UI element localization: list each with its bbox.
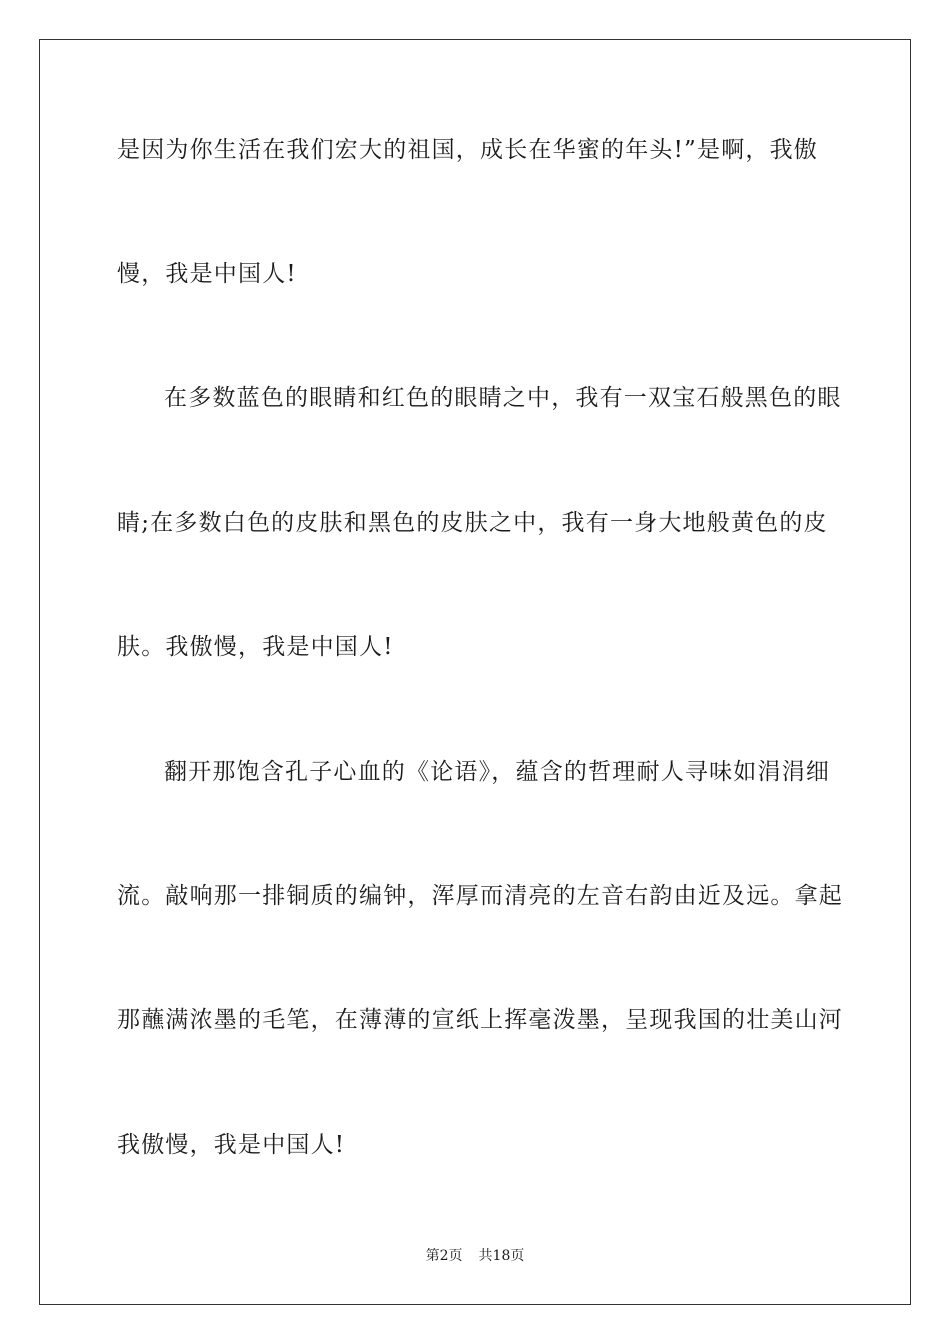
text-line-9: 我傲慢，我是中国人! (117, 1132, 346, 1158)
text-line-2: 慢，我是中国人! (117, 261, 297, 287)
page-frame (39, 39, 911, 1305)
text-line-3: 在多数蓝色的眼睛和红色的眼睛之中，我有一双宝石般黑色的眼 (164, 385, 842, 411)
page-footer (0, 1247, 950, 1265)
text-line-8: 那蘸满浓墨的毛笔，在薄薄的宣纸上挥毫泼墨，呈现我国的壮美山河 (117, 1007, 843, 1033)
page-number-current: 第2页 (425, 1248, 463, 1264)
text-line-7: 流。敲响那一排铜质的编钟，浑厚而清亮的左音右韵由近及远。拿起 (117, 883, 843, 909)
text-line-5: 肤。我傲慢，我是中国人! (117, 634, 394, 660)
text-line-1: 是因为你生活在我们宏大的祖国，成长在华蜜的年头!”是啊，我傲 (117, 137, 819, 163)
page-number-total: 共18页 (478, 1248, 525, 1264)
text-line-6: 翻开那饱含孔子心血的《论语》，蕴含的哲理耐人寻味如涓涓细 (164, 759, 831, 785)
text-line-4: 睛;在多数白色的皮肤和黑色的皮肤之中，我有一身大地般黄色的皮 (117, 510, 828, 536)
